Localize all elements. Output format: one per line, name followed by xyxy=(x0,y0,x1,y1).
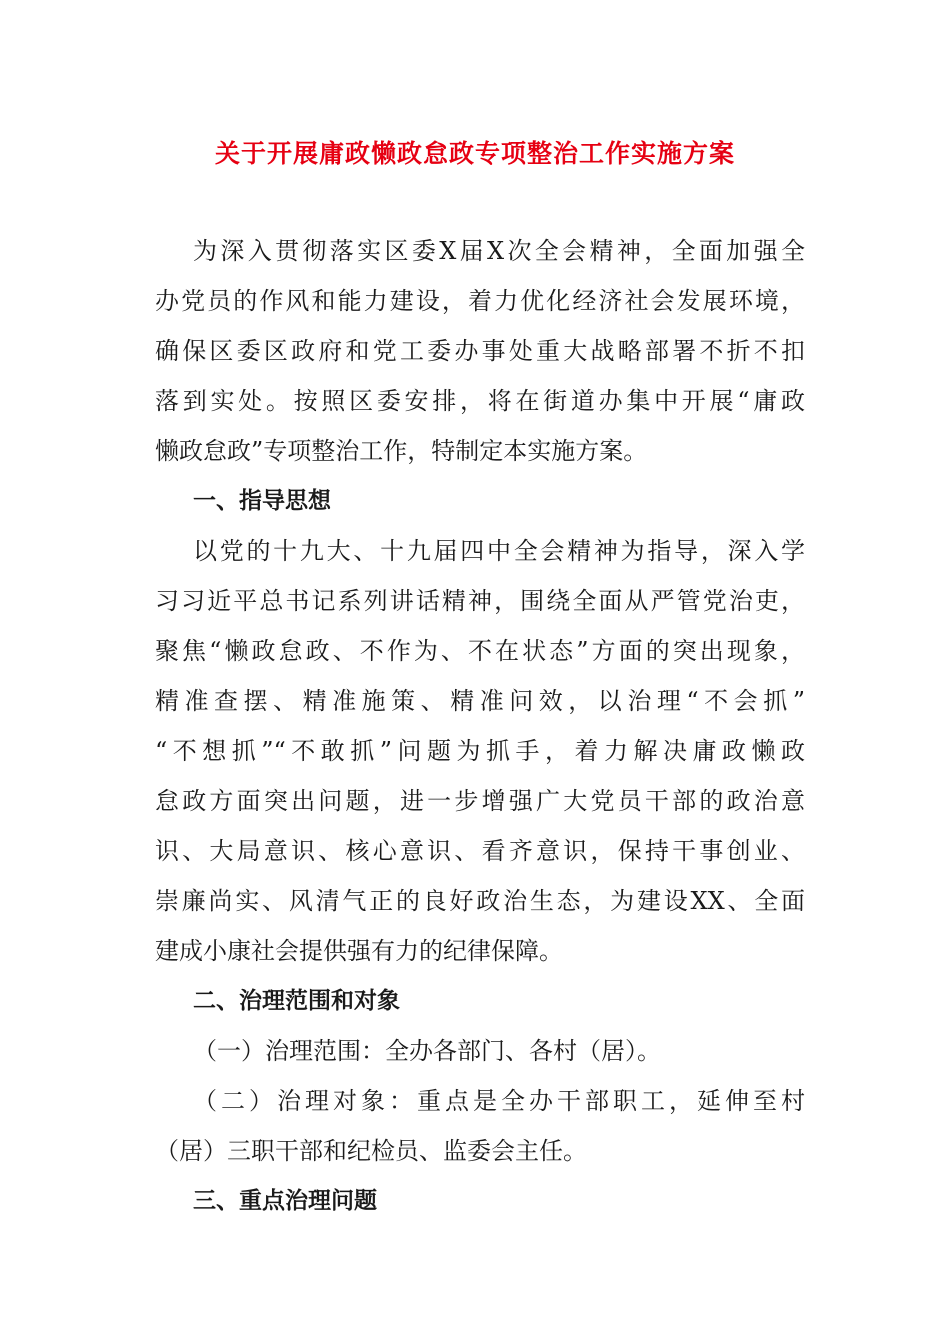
section-3-heading: 三、重点治理问题 xyxy=(193,1188,377,1214)
intro-line-2: 办党员的作风和能力建设，着力优化经济社会发展环境， xyxy=(155,287,805,315)
intro-line-5: 懒政怠政”专项整治工作，特制定本实施方案。 xyxy=(155,437,648,465)
section-1-line-9: 建成小康社会提供强有力的纪律保障。 xyxy=(155,937,563,965)
section-1-line-4: 精准查摆、精准施策、精准问效，以治理“不会抓” xyxy=(155,687,805,715)
section-1-line-5: “不想抓”“不敢抓”问题为抓手，着力解决庸政懒政 xyxy=(155,737,805,765)
intro-line-1: 为深入贯彻落实区委X届X次全会精神，全面加强全 xyxy=(193,237,805,265)
section-1-line-6: 怠政方面突出问题，进一步增强广大党员干部的政治意 xyxy=(155,787,805,815)
intro-line-4: 落到实处。按照区委安排，将在街道办集中开展“庸政 xyxy=(155,387,805,415)
section-1-line-3: 聚焦“懒政怠政、不作为、不在状态”方面的突出现象， xyxy=(155,637,805,665)
intro-line-3: 确保区委区政府和党工委办事处重大战略部署不折不扣 xyxy=(155,337,805,365)
section-1-line-8: 崇廉尚实、风清气正的良好政治生态，为建设XX、全面 xyxy=(155,887,805,915)
section-1-line-1: 以党的十九大、十九届四中全会精神为指导，深入学 xyxy=(193,537,805,565)
section-2-item-2-line-2: （居）三职干部和纪检员、监委会主任。 xyxy=(155,1137,587,1165)
section-1-line-2: 习习近平总书记系列讲话精神，围绕全面从严管党治吏， xyxy=(155,587,805,615)
section-1-line-7: 识、大局意识、核心意识、看齐意识，保持干事创业、 xyxy=(155,837,805,865)
section-2-item-2-line-1: （二）治理对象：重点是全办干部职工，延伸至村 xyxy=(193,1087,805,1115)
document-title: 关于开展庸政懒政怠政专项整治工作实施方案 xyxy=(214,139,735,168)
section-1-heading: 一、指导思想 xyxy=(193,488,331,514)
section-2-heading: 二、治理范围和对象 xyxy=(193,988,400,1014)
section-2-item-1: （一）治理范围：全办各部门、各村（居）。 xyxy=(193,1037,661,1065)
